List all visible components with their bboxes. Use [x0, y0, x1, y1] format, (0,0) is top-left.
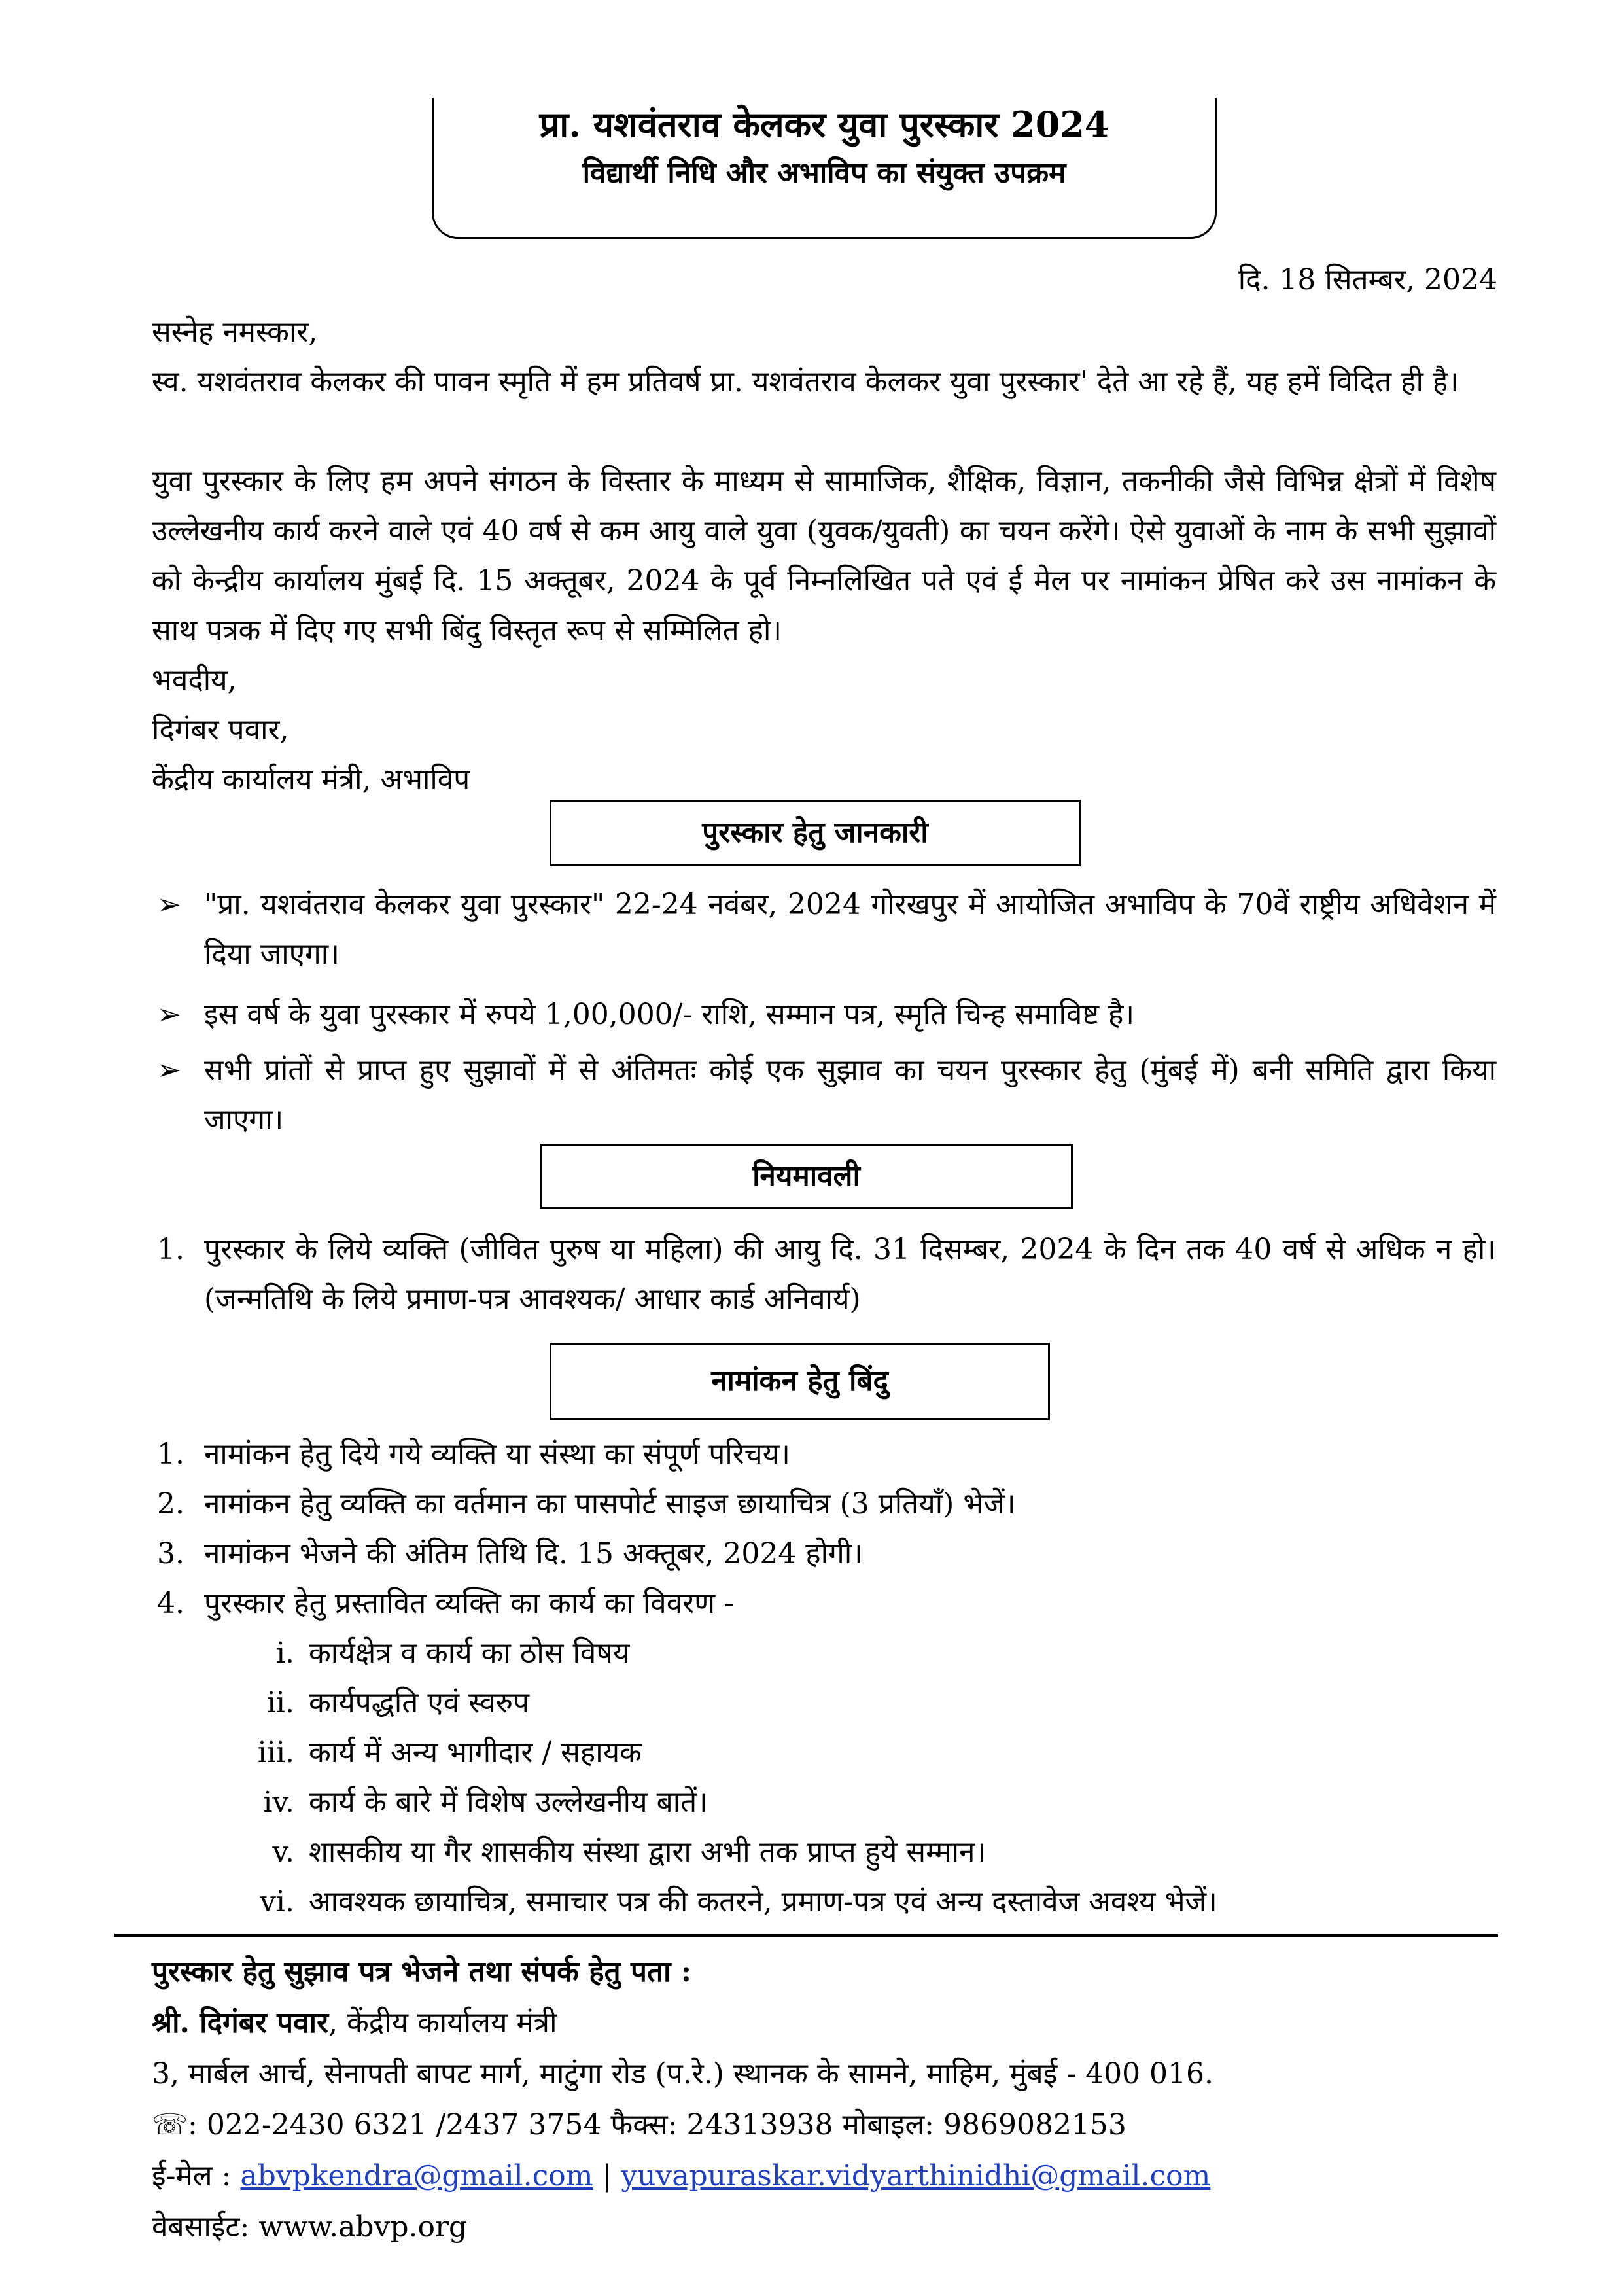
arrow-bullet-icon: ➢: [157, 998, 181, 1031]
letter-date: दि. 18 सितम्बर, 2024: [1238, 263, 1497, 296]
contact-website: वेबसाईट: www.abvp.org: [152, 2210, 468, 2244]
sub-list-item: [263, 1778, 708, 1828]
sub-list-item: [260, 1877, 1217, 1927]
sub-list-item-text: आवश्यक छायाचित्र, समाचार पत्र की कतरने, प्रमाण-पत्र एवं अन्य दस्तावेज अवश्य भेजें।: [309, 1885, 1217, 1918]
sub-list-item: [266, 1678, 529, 1728]
list-item-text: पुरस्कार हेतु प्रस्तावित व्यक्ति का कार्य का विवरण -: [204, 1587, 734, 1620]
contact-name-bold: श्री. दिगंबर पवार: [152, 2006, 329, 2040]
list-item-text: पुरस्कार के लिये व्यक्ति (जीवित पुरुष या महिला) की आयु दि. 31 दिसम्बर, 2024 के दिन तक 40 वर्ष से अधिक न हो। (जन्मतिथि के लिये प्रमाण-पत्र आवश्यक/ आधार कार्ड अनिवार्य): [204, 1233, 1496, 1316]
letter-paragraph-1: स्व. यशवंतराव केलकर की पावन स्मृति में हम प्रतिवर्ष प्रा. यशवंतराव केलकर युवा पुरस्कार' देते आ रहे हैं, यह हमें विदित ही है।: [152, 365, 1459, 398]
sub-list-number: iii.: [257, 1736, 294, 1769]
list-item: [157, 1225, 1496, 1324]
sub-list-number: ii.: [266, 1686, 294, 1720]
contact-heading: पुरस्कार हेतु सुझाव पत्र भेजने तथा संपर्क हेतु पता :: [152, 1955, 692, 1988]
signer-title: केंद्रीय कार्यालय मंत्री, अभाविप: [152, 763, 470, 796]
list-item: [157, 1579, 1496, 1629]
sub-list-item: [272, 1828, 986, 1877]
contact-role: , केंद्रीय कार्यालय मंत्री: [328, 2006, 557, 2040]
sub-list-item: [275, 1629, 630, 1678]
sub-list-item-text: कार्य के बारे में विशेष उल्लेखनीय बातें।: [309, 1786, 708, 1819]
list-item-text: इस वर्ष के युवा पुरस्कार में रुपये 1,00,000/- राशि, सम्मान पत्र, स्मृति चिन्ह समाविष्ट है।: [204, 998, 1135, 1031]
list-item: [157, 990, 1496, 1040]
document-title: प्रा. यशवंतराव केलकर युवा पुरस्कार 2024: [539, 103, 1109, 145]
contact-email: [152, 2151, 1210, 2202]
sub-list-item: [257, 1728, 642, 1778]
sub-list-number: vi.: [260, 1885, 294, 1918]
email-link-yuvapuraskar[interactable]: yuvapuraskar.vidyarthinidhi@gmail.com: [621, 2159, 1211, 2193]
section-heading-award-info: पुरस्कार हेतु जानकारी: [550, 800, 1081, 866]
list-item: [157, 1046, 1496, 1145]
arrow-bullet-icon: ➢: [157, 888, 181, 921]
contact-phone-text: : 022-2430 6321 /2437 3754 फैक्स: 24313938 मोबाइल: 9869082153: [188, 2108, 1126, 2142]
email-link-abvpkendra[interactable]: abvpkendra@gmail.com: [240, 2159, 593, 2193]
header-box: [432, 98, 1217, 239]
closing: भवदीय,: [152, 663, 237, 697]
arrow-bullet-icon: ➢: [157, 1053, 181, 1087]
list-number: 3.: [157, 1537, 184, 1570]
list-item-text: सभी प्रांतों से प्राप्त हुए सुझावों में से अंतिमतः कोई एक सुझाव का चयन पुरस्कार हेतु (मुंबई में) बनी समिति द्वारा किया जाएगा।: [204, 1053, 1496, 1137]
list-number: 1.: [157, 1233, 184, 1266]
list-item: [157, 1430, 1496, 1479]
list-item-text: नामांकन हेतु दिये गये व्यक्ति या संस्था का संपूर्ण परिचय।: [204, 1438, 790, 1471]
contact-phone: [152, 2100, 1126, 2151]
divider: [114, 1934, 1498, 1937]
list-item: [157, 1529, 1496, 1579]
email-label: ई-मेल :: [152, 2159, 241, 2193]
sub-list-number: i.: [275, 1636, 294, 1670]
list-number: 2.: [157, 1487, 184, 1521]
list-number: 1.: [157, 1438, 184, 1471]
contact-address: 3, मार्बल आर्च, सेनापती बापट मार्ग, माटुंगा रोड (प.रे.) स्थानक के सामने, माहिम, मुंबई - 400 016.: [152, 2057, 1214, 2091]
list-item-text: नामांकन हेतु व्यक्ति का वर्तमान का पासपोर्ट साइज छायाचित्र (3 प्रतियाँ) भेजें।: [204, 1487, 1016, 1521]
list-number: 4.: [157, 1587, 184, 1620]
section-heading-rules: नियमावली: [540, 1144, 1073, 1209]
section-heading-nomination: नामांकन हेतु बिंदु: [550, 1343, 1050, 1420]
list-item: [157, 1479, 1496, 1529]
sub-list-number: v.: [272, 1835, 294, 1869]
letter-paragraph-2: युवा पुरस्कार के लिए हम अपने संगठन के विस्तार के माध्यम से सामाजिक, शैक्षिक, विज्ञान, तकनीकी जैसे विभिन्न क्षेत्रों में विशेष उल्लेखनीय कार्य करने वाले एवं 40 वर्ष से कम आयु वाले युवा (युवक/युवती) का चयन करेंगे। ऐसे युवाओं के नाम के सभी सुझावों को केन्द्रीय कार्यालय मुंबई दि. 15 अक्तूबर, 2024 के पूर्व निम्नलिखित पते एवं ई मेल पर नामांकन प्रेषित करे उस नामांकन के साथ पत्रक में दिए गए सभी बिंदु विस्तृत रूप से सम्मिलित हो।: [152, 465, 1496, 647]
list-item-text: "प्रा. यशवंतराव केलकर युवा पुरस्कार" 22-24 नवंबर, 2024 गोरखपुर में आयोजित अभाविप के 70वें राष्ट्रीय अधिवेशन में दिया जाएगा।: [204, 888, 1496, 971]
sub-list-item-text: कार्यक्षेत्र व कार्य का ठोस विषय: [309, 1636, 630, 1670]
contact-name: [152, 1998, 557, 2049]
list-item-text: नामांकन भेजने की अंतिम तिथि दि. 15 अक्तूबर, 2024 होगी।: [204, 1537, 863, 1570]
greeting: सस्नेह नमस्कार,: [152, 315, 318, 349]
list-item: [157, 880, 1496, 980]
sub-list-number: iv.: [263, 1786, 294, 1819]
sub-list-item-text: शासकीय या गैर शासकीय संस्था द्वारा अभी तक प्राप्त हुये सम्मान।: [309, 1835, 986, 1869]
signer-name: दिगंबर पवार,: [152, 713, 289, 747]
sub-list-item-text: कार्यपद्धति एवं स्वरुप: [309, 1686, 529, 1720]
sub-list-item-text: कार्य में अन्य भागीदार / सहायक: [309, 1736, 642, 1769]
phone-icon: ☏: [152, 2108, 188, 2142]
document-subtitle: विद्यार्थी निधि और अभाविप का संयुक्त उपक्रम: [582, 156, 1066, 190]
email-separator: |: [593, 2159, 621, 2193]
